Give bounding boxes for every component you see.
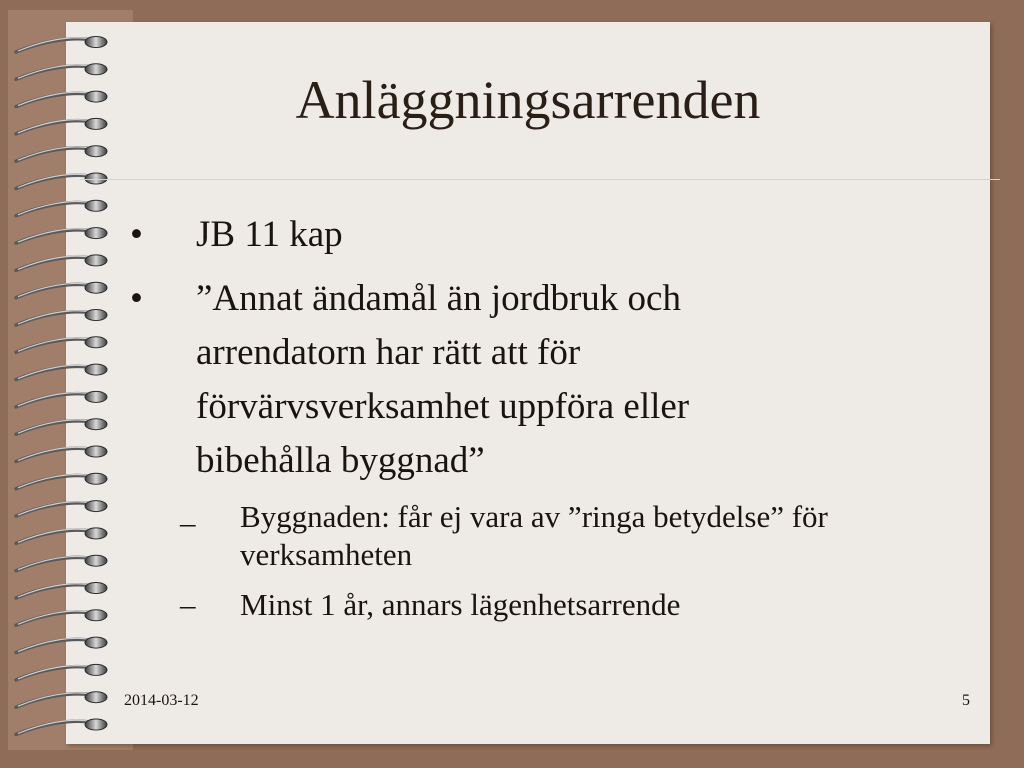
sub-bullet-marker: –	[180, 505, 196, 540]
spiral-ring-icon	[16, 501, 107, 516]
spiral-ring-icon	[16, 282, 107, 298]
spiral-ring-icon	[16, 555, 107, 571]
sub-bullet-text: Byggnaden: får ej vara av ”ringa betydelse” för verksamheten	[240, 499, 828, 572]
spiral-ring-icon	[16, 583, 107, 599]
sub-bullet-text: Minst 1 år, annars lägenhetsarrende	[240, 587, 681, 622]
spiral-ring-icon	[16, 637, 107, 653]
footer-date: 2014-03-12	[124, 692, 199, 709]
spiral-ring-icon	[16, 337, 107, 353]
spiral-ring-icon	[16, 255, 107, 271]
bullet-marker: •	[130, 214, 143, 255]
spiral-ring-icon	[16, 719, 107, 735]
spiral-ring-icon	[16, 692, 107, 708]
spiral-ring-icon	[16, 528, 107, 544]
slide-content	[120, 208, 960, 636]
sub-bullet-item	[120, 580, 960, 630]
spiral-ring-icon	[16, 173, 107, 189]
spiral-ring-icon	[16, 664, 107, 680]
slide-title: Anläggningsarrenden	[295, 70, 761, 130]
slide-number: 5	[962, 692, 970, 709]
bullet-text: ”Annat ändamål än jordbruk och arrendatorn har rätt att för förvärvsverksamhet uppföra eller bibehålla byggnad”	[196, 278, 690, 481]
spiral-ring-icon	[16, 446, 107, 462]
spiral-ring-icon	[16, 419, 107, 435]
spiral-ring-icon	[16, 391, 107, 407]
spiral-ring-icon	[16, 146, 107, 162]
spiral-ring-icon	[16, 310, 107, 326]
bullet-item	[120, 208, 960, 262]
spiral-ring-icon	[16, 228, 107, 244]
spiral-ring-icon	[16, 37, 107, 53]
spiral-ring-icon	[16, 610, 107, 626]
title-divider	[80, 179, 1000, 180]
sub-bullet-item	[120, 498, 960, 574]
spiral-ring-icon	[16, 473, 107, 489]
bullet-marker: •	[130, 278, 143, 319]
spiral-ring-icon	[16, 364, 107, 380]
sub-bullet-marker: –	[180, 587, 196, 622]
bullet-text: JB 11 kap	[196, 214, 343, 255]
spiral-ring-icon	[16, 200, 107, 216]
bullet-item	[120, 272, 960, 488]
